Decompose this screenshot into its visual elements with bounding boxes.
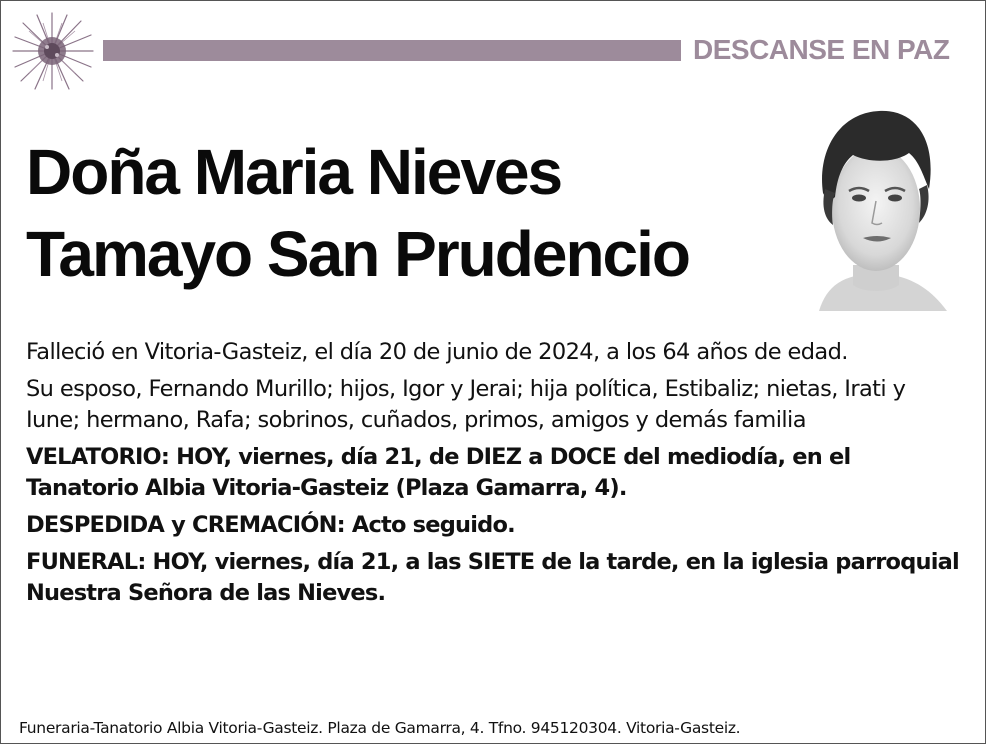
thistle-flower-icon bbox=[7, 9, 97, 93]
header-label: DESCANSE EN PAZ bbox=[693, 34, 950, 65]
farewell-info: DESPEDIDA y CREMACIÓN: Acto seguido. bbox=[26, 512, 515, 538]
portrait-photo bbox=[791, 97, 961, 311]
funeral-home-footer: Funeraria-Tanatorio Albia Vitoria-Gasteiz. Plaza de Gamarra, 4. Tfno. 945120304. Vitoria-Gasteiz. bbox=[19, 719, 741, 737]
header-bar bbox=[103, 40, 681, 61]
family-list: Su esposo, Fernando Murillo; hijos, Igor y Jerai; hija política, Estibaliz; nietas, Irati y Iune; hermano, Rafa; sobrinos, cuñados, primos, amigos y demás familia bbox=[26, 376, 906, 433]
name-line-2: Tamayo San Prudencio bbox=[26, 218, 689, 290]
death-notice: Falleció en Vitoria-Gasteiz, el día 20 de junio de 2024, a los 64 años de edad. bbox=[26, 339, 848, 365]
notice-body bbox=[26, 337, 961, 615]
funeral-info: FUNERAL: HOY, viernes, día 21, a las SIETE de la tarde, en la iglesia parroquial Nuestra Señora de las Nieves. bbox=[26, 549, 959, 606]
deceased-name bbox=[26, 131, 786, 295]
name-line-1: Doña Maria Nieves bbox=[26, 136, 562, 208]
wake-info: VELATORIO: HOY, viernes, día 21, de DIEZ a DOCE del mediodía, en el Tanatorio Albia Vitoria-Gasteiz (Plaza Gamarra, 4). bbox=[26, 444, 851, 501]
